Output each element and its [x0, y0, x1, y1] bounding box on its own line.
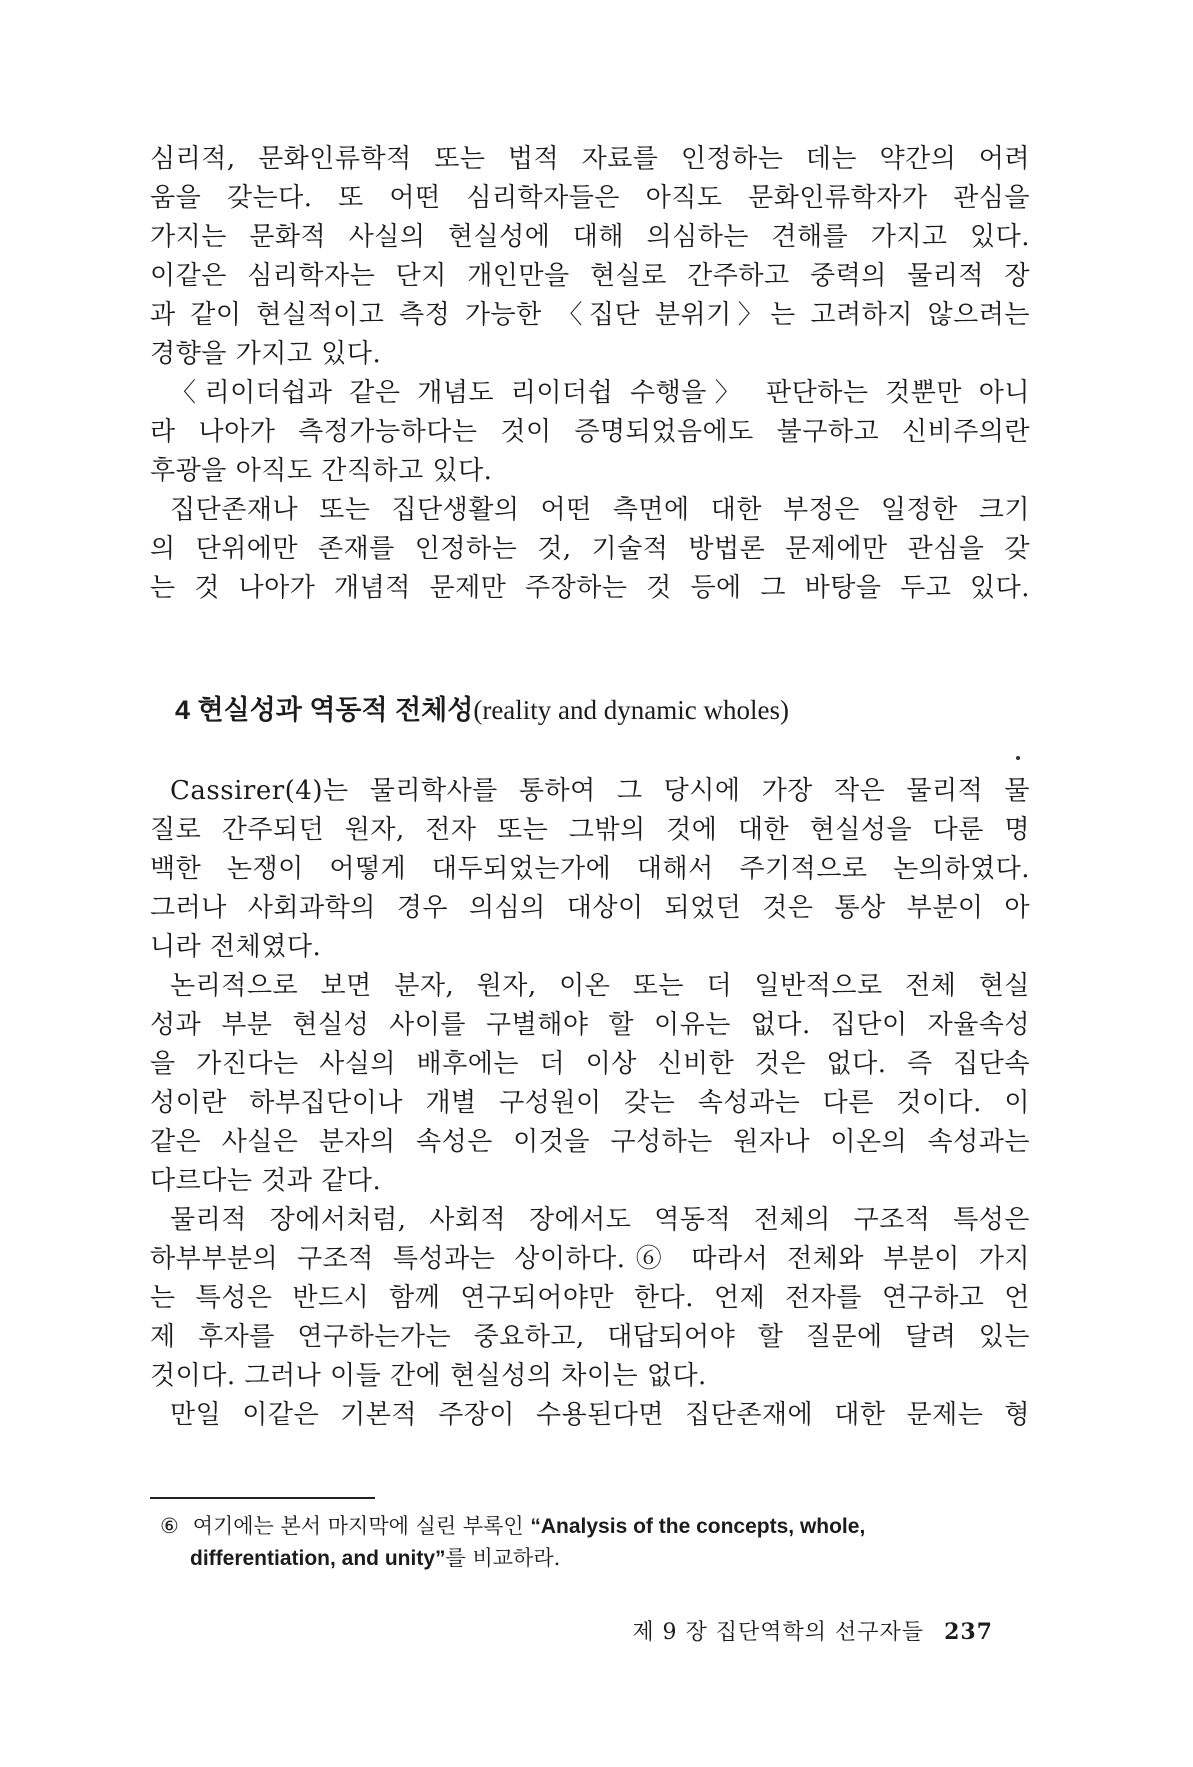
section-heading-english: (reality and dynamic wholes) — [473, 695, 789, 725]
text-line: 이같은 심리학자는 단지 개인만을 현실로 간주하고 중력의 물리적 장 — [150, 261, 1030, 291]
text-line: 만일 이같은 기본적 주장이 수용된다면 집단존재에 대한 문제는 형 — [170, 1400, 1030, 1430]
text-line: 라 나아가 측정가능하다는 것이 증명되었음에도 불구하고 신비주의란 — [150, 417, 1030, 447]
text-line: 심리적, 문화인류학적 또는 법적 자료를 인정하는 데는 약간의 어려 — [150, 144, 1030, 174]
footnote-line — [160, 1510, 1030, 1542]
text-line: 는 것 나아가 개념적 문제만 주장하는 것 등에 그 바탕을 두고 있다. — [150, 573, 1030, 603]
text-line: 과 같이 현실적이고 측정 가능한 〈집단 분위기〉는 고려하지 않으려는 — [150, 300, 1030, 330]
body-text-top — [150, 140, 1030, 608]
chapter-title: 제 9 장 집단역학의 선구자들 — [632, 1620, 925, 1645]
text-line: 다르다는 것과 같다. — [150, 1166, 382, 1196]
body-text-bottom — [150, 772, 1030, 1435]
footnote-text-en: “Analysis of the concepts, whole, — [530, 1515, 866, 1538]
footnote-text-ko: 를 비교하라. — [445, 1546, 561, 1570]
footnote-marker: ⑥ — [160, 1514, 179, 1538]
text-line: 후광을 아직도 간직하고 있다. — [150, 456, 493, 486]
footnote-divider — [150, 1497, 375, 1499]
text-line: 경향을 가지고 있다. — [150, 339, 382, 369]
text-line: 니라 전체였다. — [150, 932, 322, 962]
text-line: 논리적으로 보면 분자, 원자, 이온 또는 더 일반적으로 전체 현실 — [170, 971, 1030, 1001]
section-heading — [175, 690, 1025, 730]
text-line: 가지는 문화적 사실의 현실성에 대해 의심하는 견해를 가지고 있다. — [150, 222, 1030, 252]
text-line: 질로 간주되던 원자, 전자 또는 그밖의 것에 대한 현실성을 다룬 명 — [150, 815, 1030, 845]
text-line: 제 후자를 연구하는가는 중요하고, 대답되어야 할 질문에 달려 있는 — [150, 1322, 1030, 1352]
stray-mark — [1016, 756, 1020, 760]
text-line: 물리적 장에서처럼, 사회적 장에서도 역동적 전체의 구조적 특성은 — [170, 1205, 1030, 1235]
section-heading-text: 4 현실성과 역동적 전체성 — [175, 695, 474, 725]
page-number: 237 — [944, 1619, 993, 1645]
footnote — [160, 1510, 1030, 1574]
text-line: 집단존재나 또는 집단생활의 어떤 측면에 대한 부정은 일정한 크기 — [170, 495, 1030, 525]
text-line: 성이란 하부집단이나 개별 구성원이 갖는 속성과는 다른 것이다. 이 — [150, 1088, 1030, 1118]
text-line: 을 가진다는 사실의 배후에는 더 이상 신비한 것은 없다. 즉 집단속 — [150, 1049, 1030, 1079]
text-line: 성과 부분 현실성 사이를 구별해야 할 이유는 없다. 집단이 자율속성 — [150, 1010, 1030, 1040]
text-line: Cassirer(4)는 물리학사를 통하여 그 당시에 가장 작은 물리적 물 — [170, 776, 1030, 806]
running-footer — [632, 1615, 993, 1646]
footnote-text-ko: 여기에는 본서 마지막에 실린 부록인 — [192, 1514, 524, 1538]
text-line: 〈리이더쉽과 같은 개념도 리이더쉽 수행을〉 판단하는 것뿐만 아니 — [170, 378, 1030, 408]
text-line: 는 특성은 반드시 함께 연구되어야만 한다. 언제 전자를 연구하고 언 — [150, 1283, 1030, 1313]
text-line: 움을 갖는다. 또 어떤 심리학자들은 아직도 문화인류학자가 관심을 — [150, 183, 1030, 213]
text-line: 그러나 사회과학의 경우 의심의 대상이 되었던 것은 통상 부분이 아 — [150, 893, 1030, 923]
text-line: 하부부분의 구조적 특성과는 상이하다.⑥ 따라서 전체와 부분이 가지 — [150, 1244, 1030, 1274]
footnote-line — [160, 1542, 1030, 1574]
text-line: 것이다. 그러나 이들 간에 현실성의 차이는 없다. — [150, 1361, 707, 1391]
text-line: 백한 논쟁이 어떻게 대두되었는가에 대해서 주기적으로 논의하였다. — [150, 854, 1030, 884]
text-line: 같은 사실은 분자의 속성은 이것을 구성하는 원자나 이온의 속성과는 — [150, 1127, 1030, 1157]
text-line: 의 단위에만 존재를 인정하는 것, 기술적 방법론 문제에만 관심을 갖 — [150, 534, 1030, 564]
footnote-text-en: differentiation, and unity” — [190, 1547, 446, 1570]
